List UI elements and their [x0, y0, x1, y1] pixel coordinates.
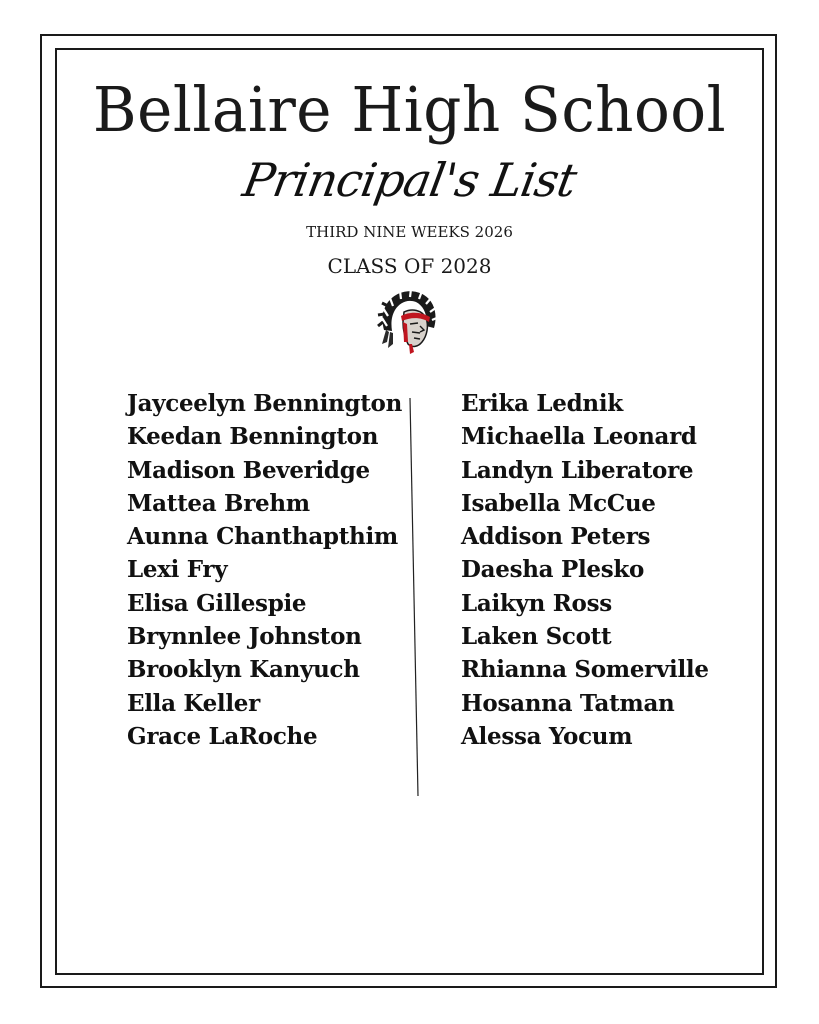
student-name: Hosanna Tatman	[461, 689, 675, 717]
student-name: Addison Peters	[461, 523, 651, 551]
student-name: Brynnlee Johnston	[127, 623, 362, 651]
names-left-column	[127, 387, 402, 753]
names-right-column	[461, 387, 709, 753]
student-name: Madison Beveridge	[127, 456, 370, 484]
class-year: CLASS OF 2028	[327, 254, 492, 278]
list-title: Principal's List	[238, 153, 581, 207]
student-name: Daesha Plesko	[461, 556, 645, 584]
student-name: Laken Scott	[461, 623, 612, 651]
student-name: Mattea Brehm	[127, 489, 310, 517]
student-name: Elisa Gillespie	[127, 589, 307, 617]
student-name: Isabella McCue	[461, 489, 656, 517]
student-name: Lexi Fry	[127, 556, 228, 584]
student-name: Landyn Liberatore	[461, 456, 694, 484]
student-name: Grace LaRoche	[127, 722, 318, 750]
mascot-headdress-icon	[374, 286, 444, 356]
student-name: Keedan Bennington	[127, 423, 379, 451]
student-name: Michaella Leonard	[461, 423, 697, 451]
school-title: Bellaire High School	[92, 73, 727, 146]
student-name: Jayceelyn Bennington	[127, 390, 402, 417]
student-name: Rhianna Somerville	[461, 656, 709, 684]
column-divider	[408, 398, 420, 796]
student-name: Alessa Yocum	[461, 722, 633, 750]
grading-period: THIRD NINE WEEKS 2026	[306, 223, 513, 241]
student-name: Laikyn Ross	[461, 589, 612, 617]
student-name: Aunna Chanthapthim	[127, 523, 398, 551]
student-name: Brooklyn Kanyuch	[127, 656, 360, 684]
student-name: Ella Keller	[127, 689, 260, 717]
student-name: Erika Lednik	[461, 390, 623, 417]
